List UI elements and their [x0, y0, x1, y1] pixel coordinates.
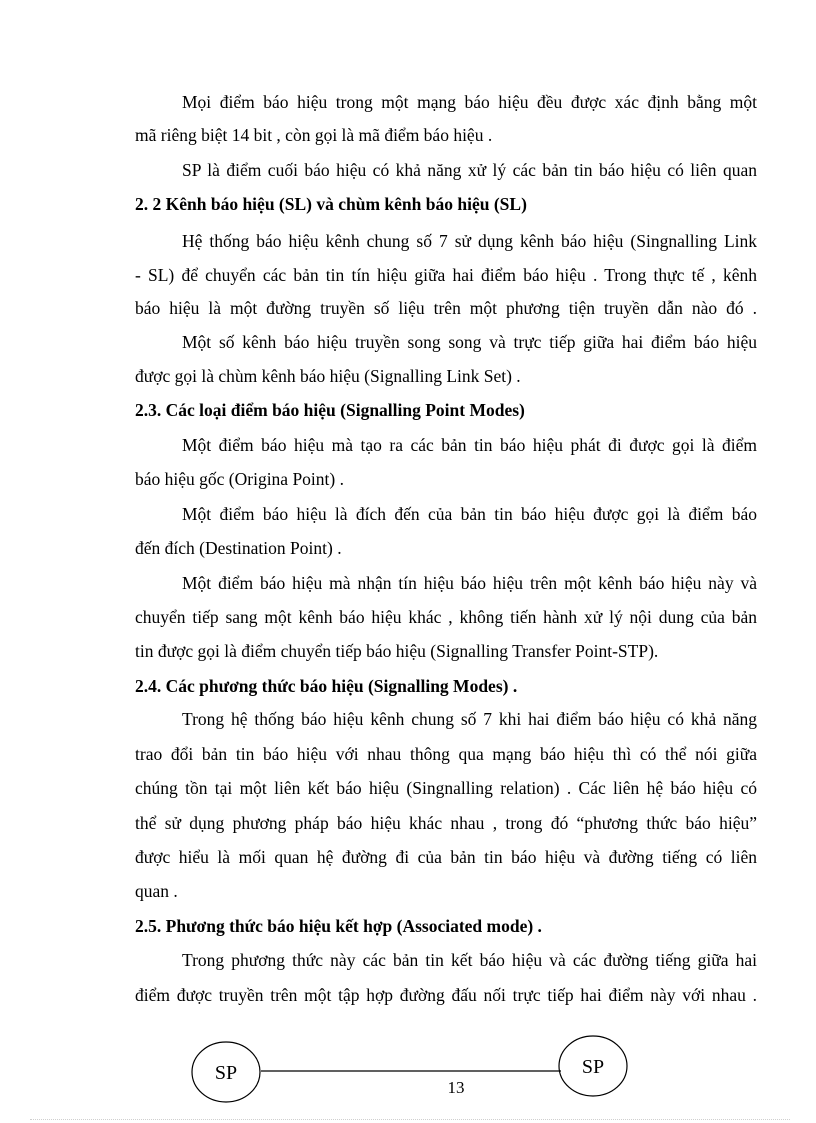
text-line: Mọi điểm báo hiệu trong một mạng báo hiệu đều được xác định bằng một [182, 92, 757, 112]
text-line: chúng tồn tại một liên kết báo hiệu (Singnalling relation) . Các liên hệ báo hiệu có [135, 778, 757, 798]
section-heading: 2.4. Các phương thức báo hiệu (Signalling Modes) . [135, 676, 518, 696]
text-line: - SL) để chuyển các bản tin tín hiệu giữa hai điểm báo hiệu . Trong thực tế , kênh [135, 265, 757, 285]
text-line: tin được gọi là điểm chuyển tiếp báo hiệu (Signalling Transfer Point-STP). [135, 641, 659, 661]
text-line: báo hiệu gốc (Origina Point) . [135, 469, 344, 489]
text-line: Một điểm báo hiệu là đích đến của bản tin báo hiệu được gọi là điểm báo [182, 504, 757, 524]
text-line: được hiểu là mối quan hệ đường đi của bản tin báo hiệu và đường tiếng có liên [135, 847, 757, 867]
page-divider [30, 1119, 790, 1120]
text-line: trao đổi bản tin báo hiệu với nhau thông qua mạng báo hiệu thì có thể nói giữa [135, 744, 757, 764]
sp-node-right-label: SP [581, 1056, 605, 1078]
sp-node-left-label: SP [214, 1062, 238, 1084]
text-line: Một số kênh báo hiệu truyền song song và trực tiếp giữa hai điểm báo hiệu [182, 332, 757, 352]
text-line: chuyển tiếp sang một kênh báo hiệu khác , không tiến hành xử lý nội dung của bản [135, 607, 757, 627]
section-heading: 2. 2 Kênh báo hiệu (SL) và chùm kênh báo hiệu (SL) [135, 194, 527, 214]
text-line: Một điểm báo hiệu mà nhận tín hiệu báo hiệu trên một kênh báo hiệu này và [182, 573, 757, 593]
text-line: mã riêng biệt 14 bit , còn gọi là mã điểm báo hiệu . [135, 125, 493, 145]
text-line: báo hiệu là một đường truyền số liệu trên một phương tiện truyền dẫn nào đó . [135, 298, 757, 318]
text-line: Trong hệ thống báo hiệu kênh chung số 7 khi hai điểm báo hiệu có khả năng [182, 709, 757, 729]
text-line: được gọi là chùm kênh báo hiệu (Signalling Link Set) . [135, 366, 521, 386]
text-line: SP là điểm cuối báo hiệu có khả năng xử lý các bản tin báo hiệu có liên quan [182, 160, 757, 180]
text-line: quan . [135, 881, 178, 901]
text-line: Một điểm báo hiệu mà tạo ra các bản tin báo hiệu phát đi được gọi là điểm [182, 435, 757, 455]
page-number: 13 [447, 1078, 465, 1097]
text-line: Hệ thống báo hiệu kênh chung số 7 sử dụng kênh báo hiệu (Singnalling Link [182, 231, 757, 251]
text-line: đến đích (Destination Point) . [135, 538, 342, 558]
section-heading: 2.3. Các loại điểm báo hiệu (Signalling Point Modes) [135, 400, 525, 420]
section-heading: 2.5. Phương thức báo hiệu kết hợp (Associated mode) . [135, 916, 542, 936]
text-line: điểm được truyền trên một tập hợp đường đấu nối trực tiếp hai điểm này với nhau . [135, 985, 757, 1005]
text-line: Trong phương thức này các bản tin kết báo hiệu và các đường tiếng giữa hai [182, 950, 757, 970]
text-line: thể sử dụng phương pháp báo hiệu khác nhau , trong đó “phương thức báo hiệu” [135, 813, 757, 833]
